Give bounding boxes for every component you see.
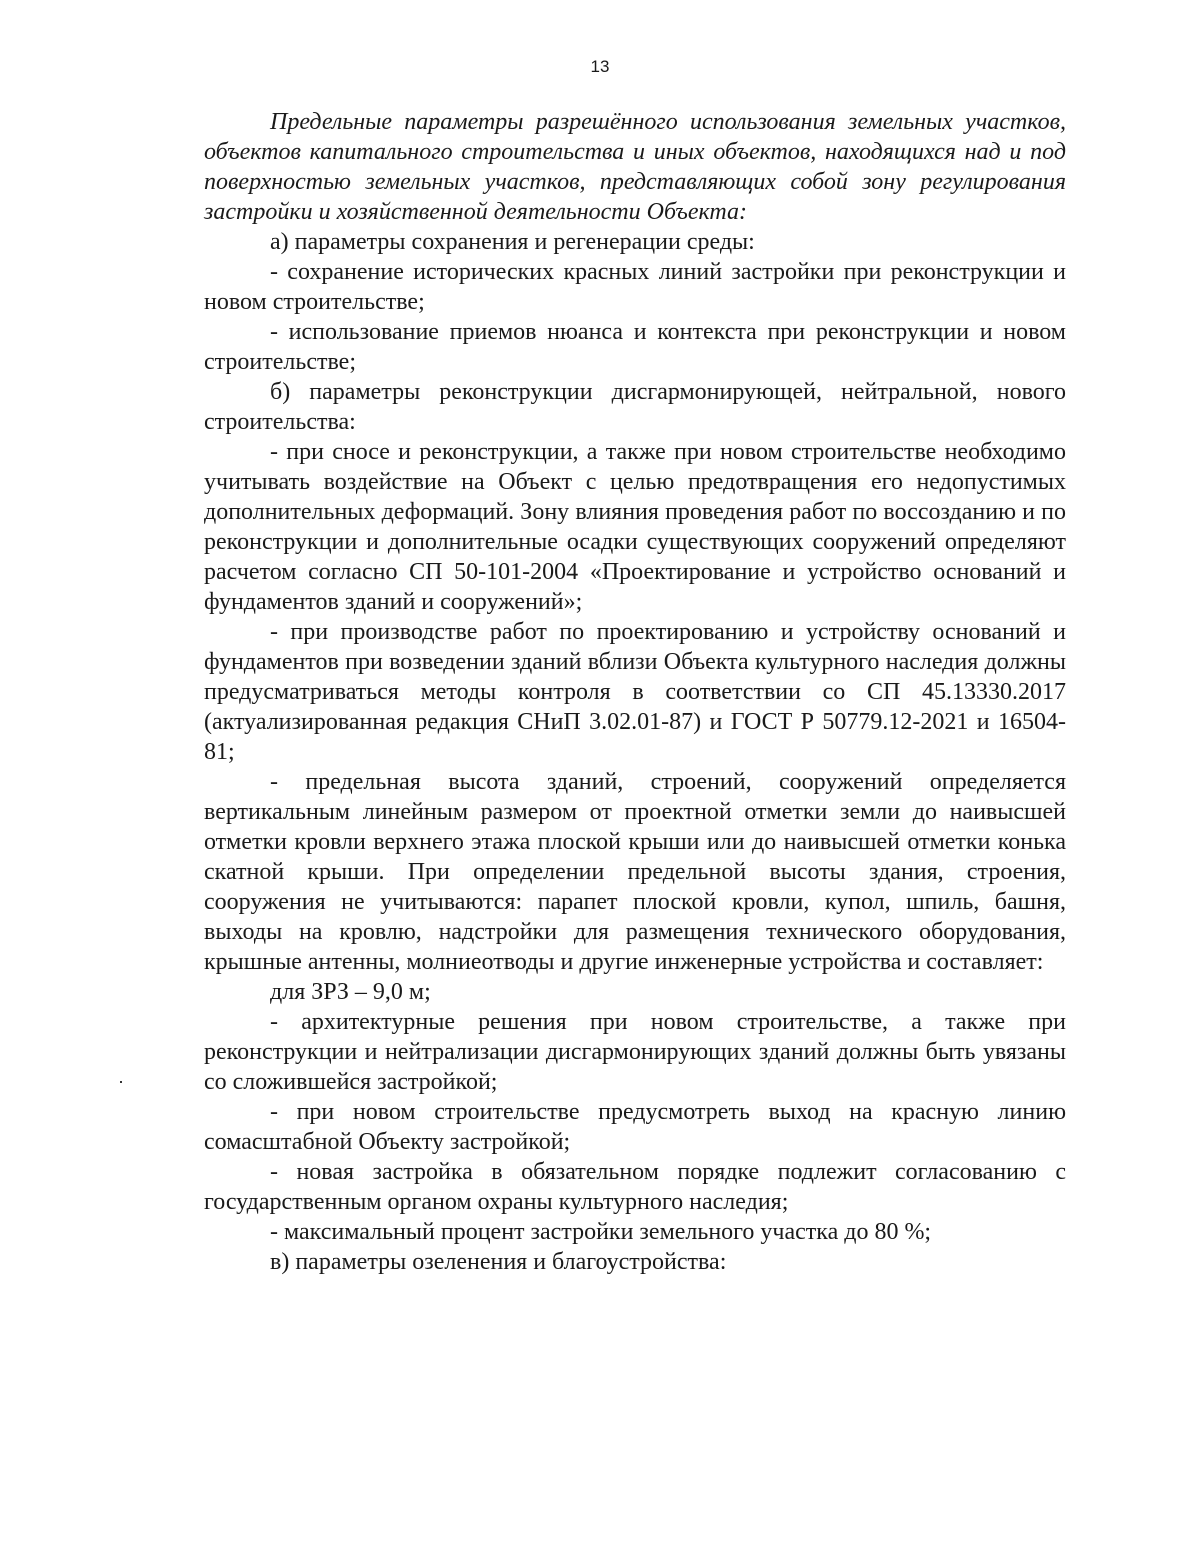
- list-item: - сохранение исторических красных линий застройки при реконструкции и новом строительстве;: [204, 259, 1066, 315]
- paragraph-c-heading: в) параметры озеленения и благоустройства:: [270, 1249, 727, 1275]
- height-limit: для ЗРЗ – 9,0 м;: [270, 979, 431, 1005]
- list-item: - архитектурные решения при новом строительстве, а также при реконструкции и нейтрализации дисгармонирующих зданий должны быть увязаны со сложившейся застройкой;: [204, 1009, 1066, 1095]
- list-item: - максимальный процент застройки земельного участка до 80 %;: [270, 1219, 932, 1245]
- list-item: - при производстве работ по проектированию и устройству оснований и фундаментов при возведении зданий вблизи Объекта культурного наследия должны предусматриваться методы контроля в соответствии со СП 45.13330.2017 (актуализированная редакция СНиП 3.02.01-87) и ГОСТ Р 50779.12-2021 и 16504-81;: [204, 619, 1066, 765]
- list-item: - предельная высота зданий, строений, сооружений определяется вертикальным линейным размером от проектной отметки земли до наивысшей отметки кровли верхнего этажа плоской крыши или до наивысшей отметки конька скатной крыши. При определении предельной высоты здания, строения, сооружения не учитываются: парапет плоской кровли, купол, шпиль, башня, выходы на кровлю, надстройки для размещения технического оборудования, крышные антенны, молниеотводы и другие инженерные устройства и составляет:: [204, 769, 1066, 975]
- paragraph-a-heading: а) параметры сохранения и регенерации среды:: [270, 229, 755, 255]
- paragraph-b-heading: б) параметры реконструкции дисгармонирующей, нейтральной, нового строительства:: [204, 379, 1066, 435]
- list-item: - при новом строительстве предусмотреть выход на красную линию сомасштабной Объекту застройкой;: [204, 1099, 1066, 1155]
- list-item: - использование приемов нюанса и контекста при реконструкции и новом строительстве;: [204, 319, 1066, 375]
- scan-speck: [120, 1081, 122, 1083]
- list-item: - при сносе и реконструкции, а также при новом строительстве необходимо учитывать воздействие на Объект с целью предотвращения его недопустимых дополнительных деформаций. Зону влияния проведения работ по воссозданию и по реконструкции и дополнительные осадки существующих сооружений определяют расчетом согласно СП 50-101-2004 «Проектирование и устройство оснований и фундаментов зданий и сооружений»;: [204, 439, 1066, 615]
- list-item: - новая застройка в обязательном порядке подлежит согласованию с государственным органом охраны культурного наследия;: [204, 1159, 1066, 1215]
- page-number: 13: [590, 57, 610, 76]
- document-body: [204, 107, 1066, 1277]
- section-intro: Предельные параметры разрешённого использования земельных участков, объектов капитального строительства и иных объектов, находящихся над и под поверхностью земельных участков, представляющих собой зону регулирования застройки и хозяйственной деятельности Объекта:: [204, 109, 1066, 225]
